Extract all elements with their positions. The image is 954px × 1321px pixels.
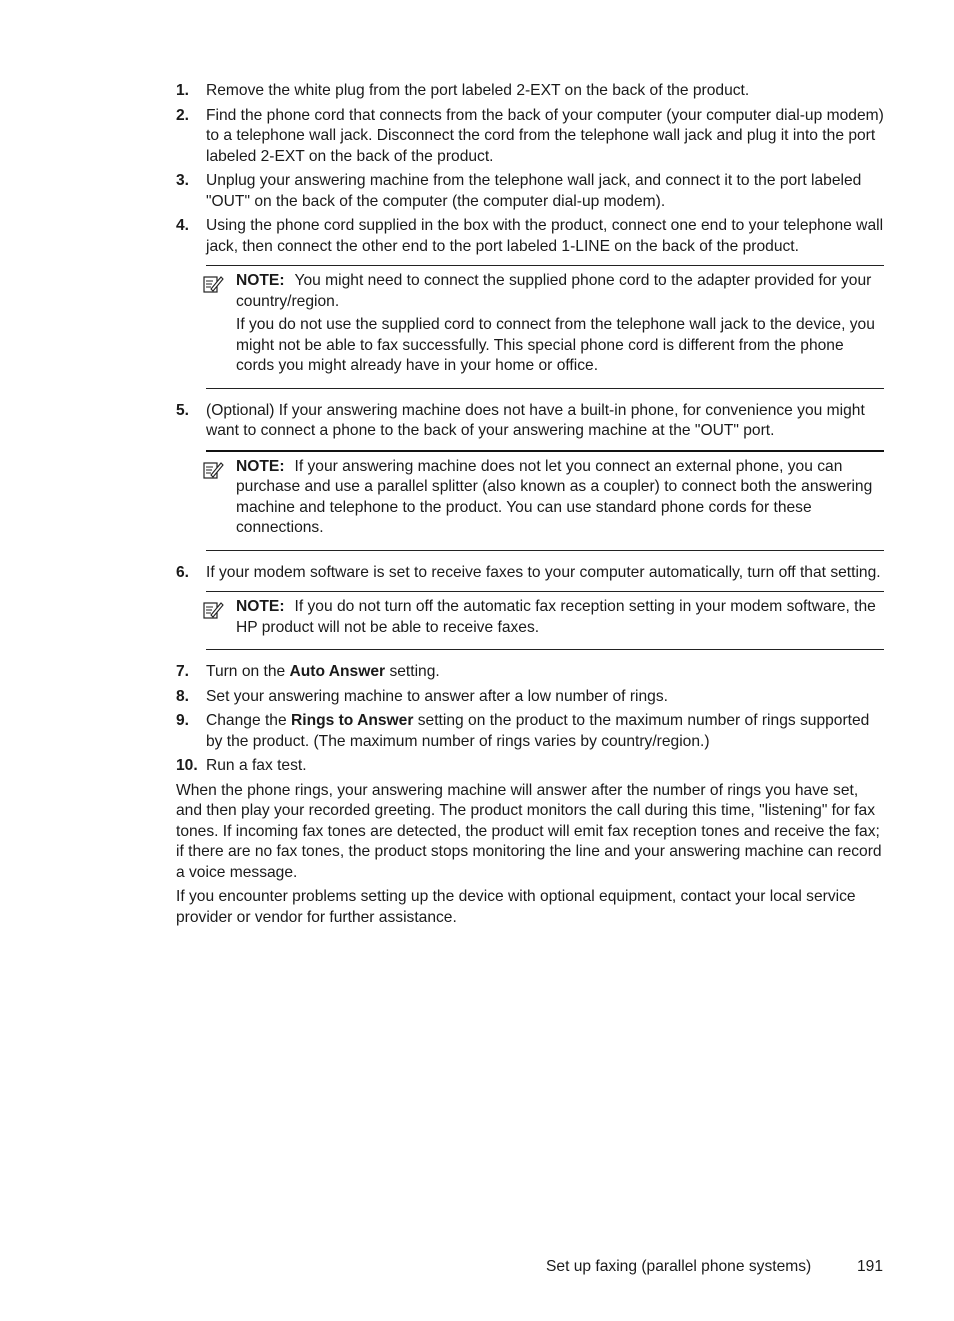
list-item <box>176 687 884 708</box>
step-text: Using the phone cord supplied in the box with the product, connect one end to your telephone wall jack, then connect the other end to the port labeled 1-LINE on the back of the product. <box>206 217 884 255</box>
note-text: You might need to connect the supplied phone cord to the adapter provided for your country/region. <box>236 272 872 310</box>
step-number: 10. <box>176 757 198 774</box>
step-number: 3. <box>176 172 190 189</box>
page-footer <box>0 1257 954 1279</box>
list-item <box>176 401 884 442</box>
step-number: 4. <box>176 217 190 234</box>
note-label: NOTE: <box>236 598 285 615</box>
body-paragraph: If you encounter problems setting up the device with optional equipment, contact your local service provider or vendor for further assistance. <box>176 888 856 926</box>
step-number: 5. <box>176 401 190 419</box>
list-item <box>176 756 884 777</box>
note-icon <box>202 600 224 620</box>
step-text: Run a fax test. <box>206 757 307 774</box>
step-text: (Optional) If your answering machine does not have a built-in phone, for convenience you might want to connect a phone to the back of your answering machine at the "OUT" port. <box>206 401 865 439</box>
list-item <box>176 662 884 683</box>
note-text: If you do not use the supplied cord to connect from the telephone wall jack to the device, you might not be able to fax successfully. This special phone cord is different from the phone cords you might already have in your home or office. <box>236 316 875 374</box>
page-content <box>176 81 884 932</box>
list-item <box>176 81 884 102</box>
note-label: NOTE: <box>236 272 285 289</box>
step-text-post: setting on the product to the maximum number of rings supported by the product. (The maximum number of rings varies by country/region.) <box>206 712 870 750</box>
note-box <box>206 591 884 650</box>
footer-title: Set up faxing (parallel phone systems) <box>546 1258 812 1275</box>
note-icon <box>202 274 224 294</box>
body-paragraph: When the phone rings, your answering machine will answer after the number of rings you have set, and then play your recorded greeting. The product monitors the call during this time, "listening" for fax tones. If incoming fax tones are detected, the product will emit fax reception tones and receive the fax; if there are no fax tones, the product stops monitoring the line and your answering machine can record a voice message. <box>176 781 882 881</box>
step-text <box>206 711 884 752</box>
list-item <box>176 563 884 584</box>
list-item <box>176 171 884 212</box>
step-number: 2. <box>176 106 190 124</box>
note-text: If you do not turn off the automatic fax reception setting in your modem software, the HP product will not be able to receive faxes. <box>236 598 876 636</box>
step-number: 9. <box>176 712 190 729</box>
note-text: If your answering machine does not let you connect an external phone, you can purchase and use a parallel splitter (also known as a coupler) to connect both the answering machine and telephone to the product. You can use standard phone cords for these connections. <box>236 457 873 536</box>
step-text: Set your answering machine to answer after a low number of rings. <box>206 687 668 705</box>
note-label: NOTE: <box>236 457 285 475</box>
step-number: 1. <box>176 82 190 99</box>
list-item <box>176 711 884 752</box>
setting-name: Auto Answer <box>289 663 386 680</box>
note-icon <box>202 460 224 480</box>
step-text <box>206 662 884 683</box>
step-number: 8. <box>176 687 190 705</box>
note-box <box>206 450 884 551</box>
step-text: If your modem software is set to receive faxes to your computer automatically, turn off that setting. <box>206 563 881 581</box>
step-number: 7. <box>176 663 190 680</box>
step-text: Find the phone cord that connects from the back of your computer (your computer dial-up modem) to a telephone wall jack. Disconnect the cord from the telephone wall jack and plug it into the port labeled 2-EXT on the back of the product. <box>206 106 884 165</box>
note-box <box>206 265 884 389</box>
list-item <box>176 106 884 168</box>
step-text-pre: Turn on the <box>206 663 290 680</box>
step-text-post: setting. <box>385 663 440 680</box>
step-text-pre: Change the <box>206 712 291 729</box>
step-text: Unplug your answering machine from the telephone wall jack, and connect it to the port labeled "OUT" on the back of the computer (the computer dial-up modem). <box>206 172 862 210</box>
step-text: Remove the white plug from the port labeled 2-EXT on the back of the product. <box>206 82 750 99</box>
page-number: 191 <box>857 1258 884 1275</box>
setting-name: Rings to Answer <box>290 712 414 729</box>
list-item <box>176 216 884 257</box>
step-number: 6. <box>176 563 190 581</box>
